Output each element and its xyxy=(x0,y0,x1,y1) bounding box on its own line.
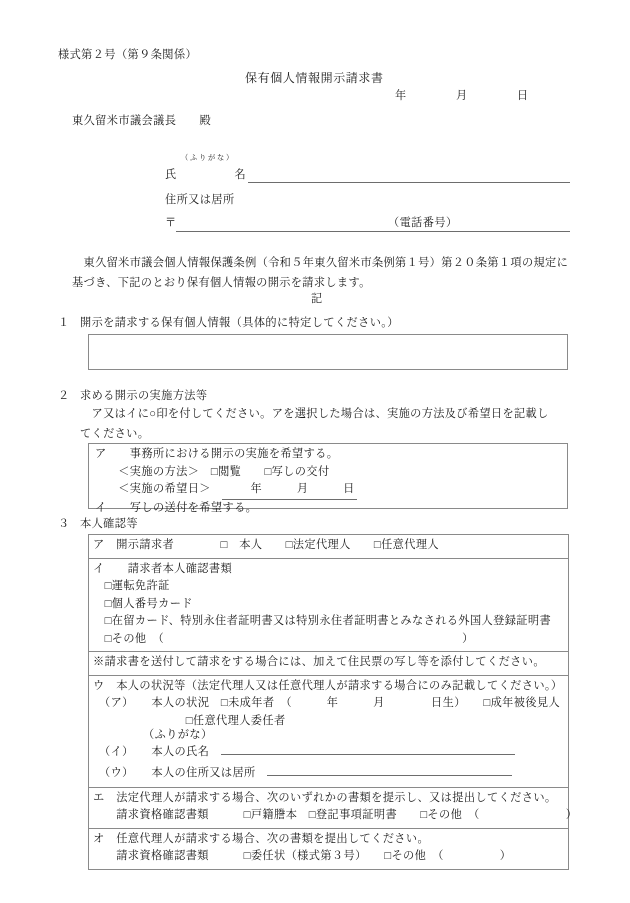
checkbox-other-document: □その他 （ xyxy=(104,632,165,645)
checkbox-other-document-row[interactable] xyxy=(93,631,568,649)
section2-heading: 求める開示の実施方法等 xyxy=(80,390,208,402)
checkbox-delegator-row[interactable] xyxy=(93,713,568,731)
preamble-paragraph xyxy=(72,254,574,293)
row-u-sub-u-marker: （ウ） xyxy=(104,766,129,779)
checkbox-adult-ward[interactable]: □成年被後見人 xyxy=(483,697,561,709)
section1-heading: 開示を請求する保有個人情報（具体的に特定してください。） xyxy=(80,317,399,329)
row-u-sub-a-row xyxy=(93,695,568,713)
table-row-legal-representative-docs xyxy=(89,787,569,828)
row-a-content xyxy=(93,537,568,555)
row-o-marker: オ xyxy=(93,832,105,845)
row-o-header xyxy=(93,831,568,849)
row-e-label: 法定代理人が請求する場合、次のいずれかの書類を提示し、又は提出してください。 xyxy=(116,791,557,804)
row-i-header xyxy=(93,561,568,579)
section3-heading: 本人確認等 xyxy=(80,518,138,530)
row-e-header xyxy=(93,790,568,808)
checkbox-residence-card: □在留カード、特別永住者証明書又は特別永住者証明書とみなされる外国人登録証明書 xyxy=(104,615,552,627)
row-e-docs-label: 請求資格確認書類 xyxy=(116,809,209,821)
attachment-note-text: ※請求書を送付して請求をする場合には、加えて住民票の写し等を添付してください。 xyxy=(93,656,545,668)
row-o-label: 任意代理人が請求する場合、次の書類を提出してください。 xyxy=(116,832,430,845)
row-u-sub-i-row xyxy=(93,741,568,762)
row-u-furigana-label: （ふりがな） xyxy=(143,729,213,741)
minor-birth-date[interactable]: 年 月 日生） xyxy=(326,697,461,709)
preamble-line-1: 東久留米市議会個人情報保護条例（令和５年東久留米市条例第１号）第２０条第１項の規定に xyxy=(72,257,569,269)
section1-answer-box[interactable] xyxy=(88,334,568,370)
row-u-sub-a-label: 本人の状況 xyxy=(151,697,210,709)
section2-desired-date-row xyxy=(95,481,567,500)
checkbox-drivers-license: □運転免許証 xyxy=(104,580,170,592)
row-u-sub-u-row xyxy=(93,762,568,784)
phone-number-label: （電話番号） xyxy=(388,217,458,229)
checkbox-other-voluntary-doc[interactable]: □その他 （ xyxy=(384,850,444,862)
row-u-sub-u-label: 本人の住所又は居所 xyxy=(151,766,256,779)
checkbox-voluntary-representative[interactable]: □任意代理人 xyxy=(373,539,440,551)
row-o-other-close-paren: ） xyxy=(499,850,512,862)
checkbox-other-legal-doc[interactable]: □その他 （ xyxy=(420,809,480,821)
checkbox-minor[interactable]: □未成年者 （ xyxy=(220,697,292,709)
row-u-sub-i-marker: （イ） xyxy=(104,746,129,758)
checkbox-registry-certificate[interactable]: □登記事項証明書 xyxy=(308,809,398,821)
table-row-identity-documents xyxy=(89,558,569,652)
checkbox-voluntary-delegator: □任意代理人委任者 xyxy=(185,714,286,727)
checkbox-power-of-attorney[interactable]: □委任状（様式第３号） xyxy=(243,850,362,862)
row-a-label: 開示請求者 xyxy=(116,539,175,551)
row-e-options-row xyxy=(93,807,578,825)
name-input-rule[interactable] xyxy=(248,182,570,183)
table-row-attachment-note xyxy=(89,652,569,676)
checkbox-drivers-license-row[interactable] xyxy=(93,578,568,596)
section2-desired-date-label: ＜実施の希望日＞ xyxy=(118,483,211,495)
checkbox-residence-card-row[interactable] xyxy=(93,613,568,631)
table-row-applicant-type xyxy=(89,535,569,559)
row-u-marker: ウ xyxy=(93,679,105,692)
addressee: 東久留米市議会議長 殿 xyxy=(72,115,212,127)
form-number: 様式第２号（第９条関係） xyxy=(58,49,198,61)
identity-verification-table xyxy=(88,534,578,870)
checkbox-my-number-card-row[interactable] xyxy=(93,596,568,614)
address-label: 住所又は居所 xyxy=(165,194,235,206)
table-row-voluntary-representative-docs xyxy=(89,828,569,869)
checkbox-my-number-card: □個人番号カード xyxy=(104,597,193,610)
section1-number: １ xyxy=(58,317,70,329)
row-i-other-close-paren: ） xyxy=(462,632,474,645)
checkbox-self[interactable]: □ 本人 xyxy=(220,539,263,551)
section2-instruction xyxy=(80,405,574,444)
section3-number: ３ xyxy=(58,518,70,530)
principal-name-input[interactable] xyxy=(221,741,515,755)
submission-date-line[interactable]: 年 月 日 xyxy=(395,90,530,102)
row-a-marker: ア xyxy=(93,539,105,551)
principal-address-input[interactable] xyxy=(267,762,512,776)
checkbox-copy-delivery[interactable]: □写しの交付 xyxy=(264,465,330,478)
section2-option-b[interactable] xyxy=(95,500,567,518)
table-row-principal-status xyxy=(89,675,569,787)
preamble-line-2: 基づき、下記のとおり保有個人情報の開示を請求します。 xyxy=(72,276,371,289)
page-title: 保有個人情報開示請求書 xyxy=(245,71,384,85)
checkbox-family-register[interactable]: □戸籍謄本 xyxy=(243,809,298,821)
row-o-options-row xyxy=(93,848,568,866)
section2-option-a[interactable] xyxy=(95,446,567,464)
row-i-label: 請求者本人確認書類 xyxy=(127,562,233,575)
section2-method-label: ＜実施の方法＞ xyxy=(118,465,200,478)
row-u-sub-i-label: 本人の氏名 xyxy=(151,746,210,758)
section2-options-box xyxy=(88,443,568,514)
address-input-rule[interactable] xyxy=(176,231,570,232)
row-u-header xyxy=(93,678,568,696)
row-u-label: 本人の状況等（法定代理人又は任意代理人が請求する場合にのみ記載してください。） xyxy=(116,679,563,692)
kijou-mark: 記 xyxy=(311,293,323,305)
section2-option-a-marker: ア xyxy=(95,448,107,460)
postal-code-symbol: 〒 xyxy=(165,217,177,229)
row-i-marker: イ xyxy=(93,562,105,575)
section2-desired-date-input[interactable]: 年 月 日 xyxy=(222,481,356,500)
name-label: 氏 名 xyxy=(165,169,247,181)
section2-option-b-text: 写しの送付を希望する。 xyxy=(129,501,258,514)
section2-option-b-marker: イ xyxy=(95,501,107,514)
row-o-docs-label: 請求資格確認書類 xyxy=(116,850,209,862)
section2-option-a-text: 事務所における開示の実施を希望する。 xyxy=(129,448,339,460)
section2-method-row xyxy=(95,464,567,482)
section3-table-wrap xyxy=(88,534,578,870)
section2-instruction-line-2: てください。 xyxy=(80,427,150,440)
section2-instruction-line-1: ア又はイに○印を付してください。アを選択した場合は、実施の方法及び希望日を記載し xyxy=(80,408,549,420)
row-e-marker: エ xyxy=(93,791,105,804)
row-e-other-close-paren: ） xyxy=(565,809,578,821)
row-u-sub-a-marker: （ア） xyxy=(104,697,129,709)
checkbox-legal-representative[interactable]: □法定代理人 xyxy=(285,539,351,551)
checkbox-viewing[interactable]: □閲覧 xyxy=(210,465,242,478)
section2-number: ２ xyxy=(58,390,70,402)
furigana-label: （ふりがな） xyxy=(181,154,235,162)
